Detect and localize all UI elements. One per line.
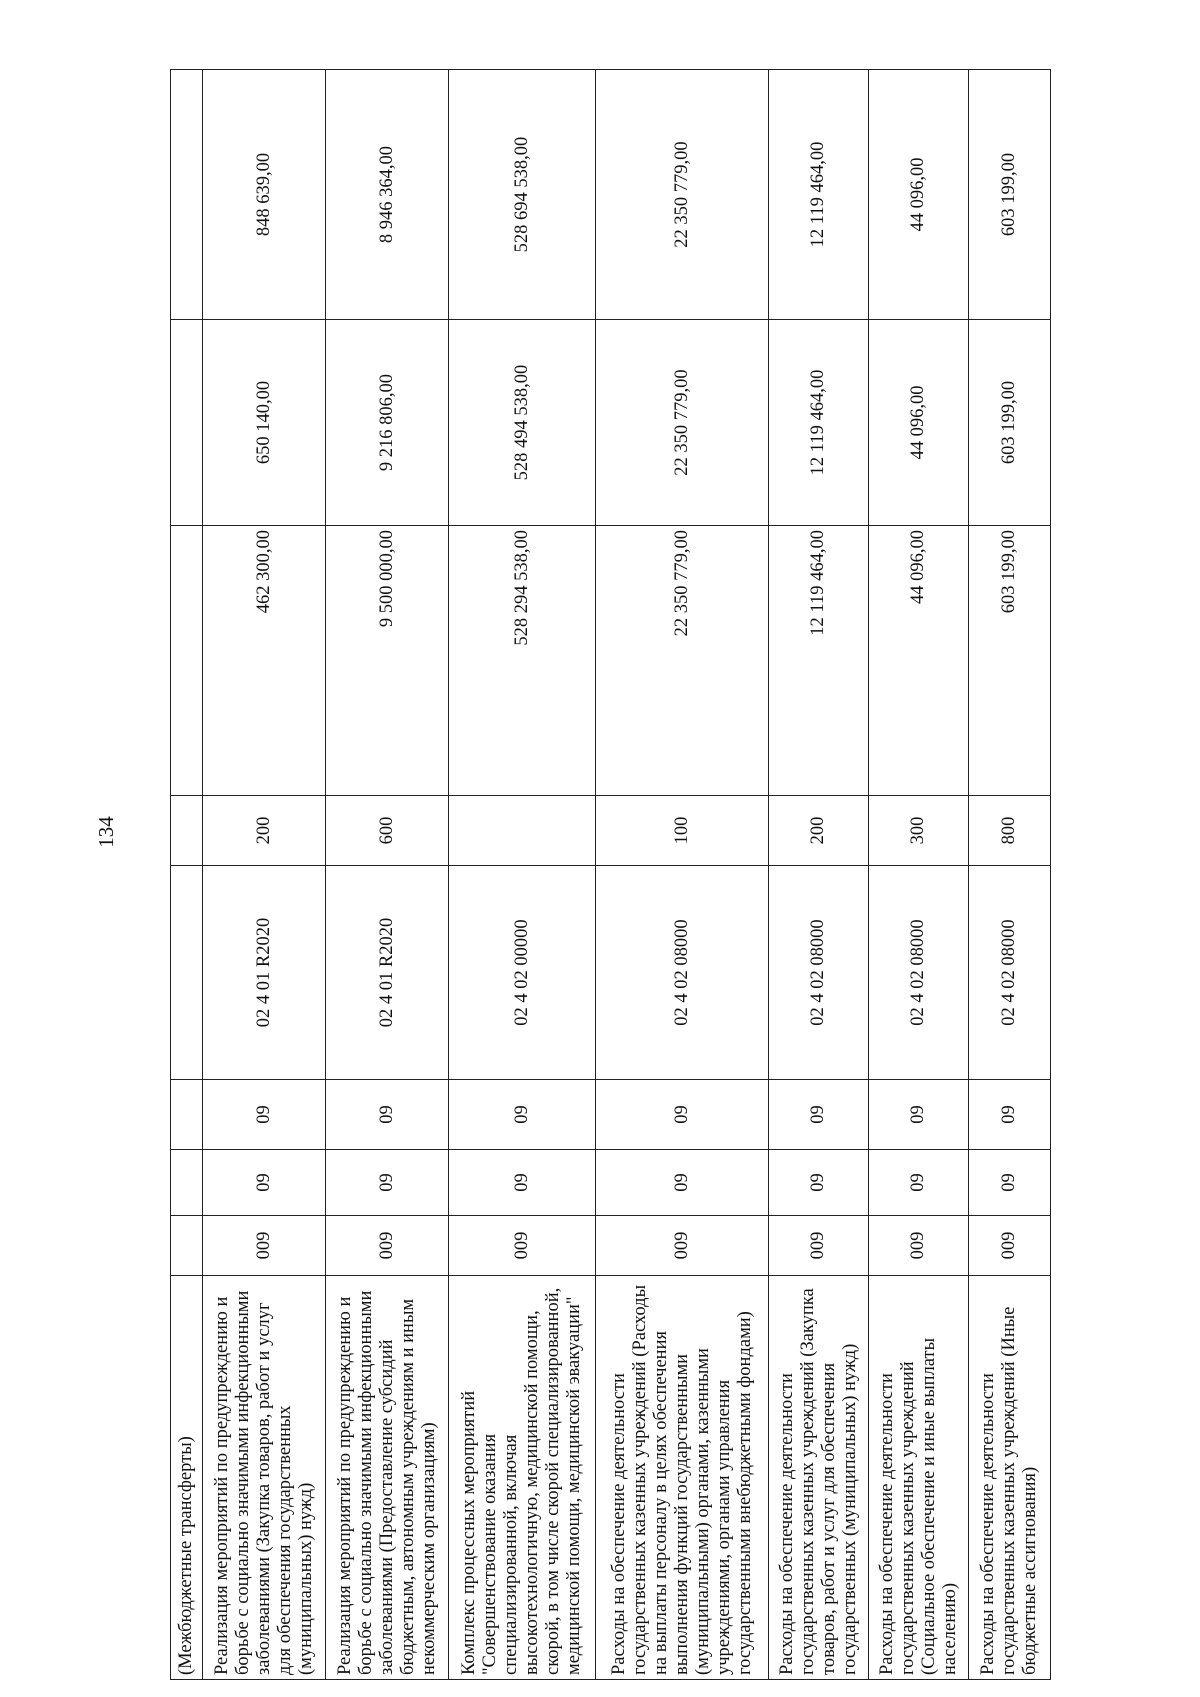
amount-3-cell: 848 639,00 (203, 70, 326, 320)
rotated-table-container (170, 70, 1050, 1680)
amount-2-cell: 12 119 464,00 (769, 320, 869, 526)
row-name: (Межбюджетные трансферты) (171, 1276, 203, 1680)
grbs-cell: 009 (449, 1216, 596, 1276)
expense-type-cell (171, 796, 203, 866)
amount-3-cell (171, 70, 203, 320)
target-article-cell: 02 4 01 R2020 (203, 866, 326, 1080)
amount-1-cell: 22 350 779,00 (596, 526, 769, 796)
target-article-cell (171, 866, 203, 1080)
target-article-cell: 02 4 02 08000 (769, 866, 869, 1080)
row-name: Реализация мероприятий по предупреждению и борьбе с социально значимыми инфекционными заболеваниями (Закупка товаров, работ и услуг для обеспечения государственных (муниципальных) нужд) (203, 1276, 326, 1680)
section-cell: 09 (769, 1150, 869, 1216)
grbs-cell: 009 (326, 1216, 449, 1276)
subsection-cell: 09 (969, 1080, 1051, 1150)
amount-3-cell: 603 199,00 (969, 70, 1051, 320)
table-row (869, 70, 969, 1680)
grbs-cell: 009 (869, 1216, 969, 1276)
subsection-cell: 09 (596, 1080, 769, 1150)
row-name: Расходы на обеспечение деятельности государственных казенных учреждений (Закупка товаров, работ и услуг для обеспечения государственных (муниципальных) нужд) (769, 1276, 869, 1680)
section-cell: 09 (326, 1150, 449, 1216)
subsection-cell (171, 1080, 203, 1150)
section-cell: 09 (203, 1150, 326, 1216)
row-name: Расходы на обеспечение деятельности государственных казенных учреждений (Иные бюджетные ассигнования) (969, 1276, 1051, 1680)
expense-type-cell: 100 (596, 796, 769, 866)
section-cell: 09 (969, 1150, 1051, 1216)
grbs-cell: 009 (596, 1216, 769, 1276)
row-name: Комплекс процессных мероприятий "Совершенствование оказания специализированной, включая высокотехнологичную, медицинской помощи, скорой, в том числе скорой специализированной, медицинской помощи, медицинской эвакуации" (449, 1276, 596, 1680)
table-row (171, 70, 203, 1680)
row-name: Реализация мероприятий по предупреждению и борьбе с социально значимыми инфекционными заболеваниями (Предоставление субсидий бюджетным, автономным учреждениям и иным некоммерческим организациям) (326, 1276, 449, 1680)
amount-1-cell (171, 526, 203, 796)
section-cell: 09 (596, 1150, 769, 1216)
amount-3-cell: 22 350 779,00 (596, 70, 769, 320)
amount-1-cell: 603 199,00 (969, 526, 1051, 796)
table-row (596, 70, 769, 1680)
amount-3-cell: 8 946 364,00 (326, 70, 449, 320)
target-article-cell: 02 4 02 08000 (869, 866, 969, 1080)
table-row (203, 70, 326, 1680)
amount-2-cell: 44 096,00 (869, 320, 969, 526)
expense-type-cell: 600 (326, 796, 449, 866)
amount-2-cell: 9 216 806,00 (326, 320, 449, 526)
subsection-cell: 09 (326, 1080, 449, 1150)
amount-1-cell: 9 500 000,00 (326, 526, 449, 796)
amount-2-cell: 603 199,00 (969, 320, 1051, 526)
amount-2-cell: 22 350 779,00 (596, 320, 769, 526)
subsection-cell: 09 (869, 1080, 969, 1150)
row-name: Расходы на обеспечение деятельности государственных казенных учреждений (Социальное обеспечение и иные выплаты населению) (869, 1276, 969, 1680)
table-row (326, 70, 449, 1680)
amount-2-cell: 528 494 538,00 (449, 320, 596, 526)
grbs-cell: 009 (769, 1216, 869, 1276)
page-number: 134 (94, 816, 118, 848)
section-cell: 09 (449, 1150, 596, 1216)
amount-3-cell: 44 096,00 (869, 70, 969, 320)
subsection-cell: 09 (449, 1080, 596, 1150)
grbs-cell (171, 1216, 203, 1276)
amount-2-cell (171, 320, 203, 526)
amount-2-cell: 650 140,00 (203, 320, 326, 526)
amount-1-cell: 462 300,00 (203, 526, 326, 796)
table-row (969, 70, 1051, 1680)
section-cell (171, 1150, 203, 1216)
target-article-cell: 02 4 02 00000 (449, 866, 596, 1080)
target-article-cell: 02 4 01 R2020 (326, 866, 449, 1080)
amount-1-cell: 528 294 538,00 (449, 526, 596, 796)
table-row (449, 70, 596, 1680)
expense-type-cell: 800 (969, 796, 1051, 866)
budget-table (170, 69, 1051, 1680)
subsection-cell: 09 (769, 1080, 869, 1150)
amount-1-cell: 12 119 464,00 (769, 526, 869, 796)
grbs-cell: 009 (203, 1216, 326, 1276)
grbs-cell: 009 (969, 1216, 1051, 1276)
row-name: Расходы на обеспечение деятельности государственных казенных учреждений (Расходы на выплаты персоналу в целях обеспечения выполнения функций государственными (муниципальными) органами, казенными учреждениями, органами управления государственными внебюджетными фондами) (596, 1276, 769, 1680)
amount-3-cell: 12 119 464,00 (769, 70, 869, 320)
expense-type-cell (449, 796, 596, 866)
amount-1-cell: 44 096,00 (869, 526, 969, 796)
expense-type-cell: 300 (869, 796, 969, 866)
amount-3-cell: 528 694 538,00 (449, 70, 596, 320)
expense-type-cell: 200 (203, 796, 326, 866)
section-cell: 09 (869, 1150, 969, 1216)
target-article-cell: 02 4 02 08000 (596, 866, 769, 1080)
subsection-cell: 09 (203, 1080, 326, 1150)
expense-type-cell: 200 (769, 796, 869, 866)
table-row (769, 70, 869, 1680)
target-article-cell: 02 4 02 08000 (969, 866, 1051, 1080)
